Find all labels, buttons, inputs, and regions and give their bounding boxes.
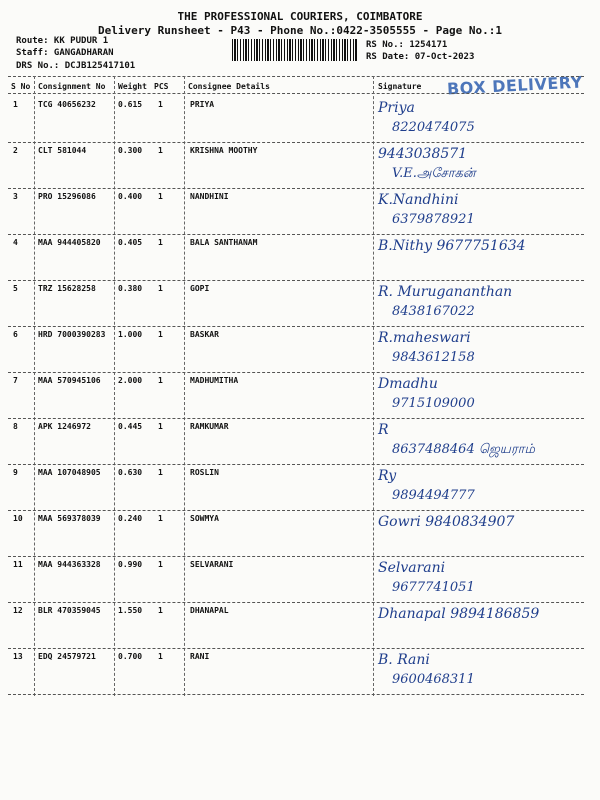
row-pcs: 1 bbox=[158, 468, 163, 477]
rs-number: RS No.: 1254171 bbox=[366, 40, 448, 50]
row-consignment-no: CLT 581044 bbox=[38, 146, 87, 155]
row-consignee-name: SOWMYA bbox=[190, 514, 219, 523]
table-header-rule bbox=[8, 93, 584, 94]
row-weight: 0.990 bbox=[118, 560, 143, 569]
drs-label: DRS No.: DCJB125417101 bbox=[16, 61, 136, 71]
column-divider bbox=[114, 76, 115, 696]
row-consignment-no: MAA 570945106 bbox=[38, 376, 101, 385]
signature-handwriting: R bbox=[378, 422, 389, 438]
column-divider bbox=[184, 76, 185, 696]
row-sno: 9 bbox=[13, 468, 18, 477]
row-pcs: 1 bbox=[158, 238, 163, 247]
row-sno: 13 bbox=[13, 652, 23, 661]
col-consignee-header: Consignee Details bbox=[188, 82, 270, 91]
row-consignment-no: HRD 7000390283 bbox=[38, 330, 106, 339]
row-consignment-no: MAA 944405820 bbox=[38, 238, 101, 247]
row-divider bbox=[8, 188, 584, 189]
row-consignment-no: MAA 944363328 bbox=[38, 560, 101, 569]
col-signature-header: Signature bbox=[378, 82, 422, 91]
signature-handwriting: B. Rani bbox=[378, 652, 430, 668]
row-weight: 0.445 bbox=[118, 422, 143, 431]
row-pcs: 1 bbox=[158, 376, 163, 385]
runsheet-subtitle: Delivery Runsheet - P43 - Phone No.:0422-3505555 - Page No.:1 bbox=[98, 24, 502, 37]
company-title: THE PROFESSIONAL COURIERS, COIMBATORE bbox=[177, 10, 423, 23]
row-divider bbox=[8, 418, 584, 419]
row-consignment-no: EDQ 24579721 bbox=[38, 652, 96, 661]
row-weight: 0.400 bbox=[118, 192, 143, 201]
row-weight: 0.240 bbox=[118, 514, 143, 523]
row-pcs: 1 bbox=[158, 284, 163, 293]
signature-phone-note: V.E.அசோகன் bbox=[392, 166, 476, 181]
row-pcs: 1 bbox=[158, 100, 163, 109]
row-consignment-no: TRZ 15628258 bbox=[38, 284, 96, 293]
signature-handwriting: 9443038571 bbox=[378, 146, 468, 162]
signature-handwriting: B.Nithy 9677751634 bbox=[378, 238, 526, 254]
row-sno: 10 bbox=[13, 514, 23, 523]
row-consignee-name: SELVARANI bbox=[190, 560, 234, 569]
signature-phone-note: 8637488464 ஜெயராம் bbox=[392, 442, 535, 457]
row-sno: 4 bbox=[13, 238, 18, 247]
row-consignee-name: KRISHNA MOOTHY bbox=[190, 146, 258, 155]
row-sno: 2 bbox=[13, 146, 18, 155]
signature-handwriting: K.Nandhini bbox=[378, 192, 459, 208]
barcode bbox=[232, 39, 358, 61]
signature-handwriting: Gowri 9840834907 bbox=[378, 514, 515, 530]
col-weight-header: Weight bbox=[118, 82, 147, 91]
signature-phone-note: 9894494777 bbox=[392, 488, 475, 503]
row-weight: 1.550 bbox=[118, 606, 143, 615]
row-weight: 0.405 bbox=[118, 238, 143, 247]
signature-handwriting: R.maheswari bbox=[378, 330, 471, 346]
signature-phone-note: 9600468311 bbox=[392, 672, 475, 687]
column-divider bbox=[373, 76, 374, 696]
col-pcs-header: PCS bbox=[154, 82, 169, 91]
row-pcs: 1 bbox=[158, 652, 163, 661]
row-pcs: 1 bbox=[158, 146, 163, 155]
row-consignee-name: ROSLIN bbox=[190, 468, 219, 477]
row-divider bbox=[8, 510, 584, 511]
signature-phone-note: 9843612158 bbox=[392, 350, 475, 365]
col-consignment-header: Consignment No bbox=[38, 82, 106, 91]
column-divider bbox=[34, 76, 35, 696]
table-top-rule bbox=[8, 76, 584, 77]
row-pcs: 1 bbox=[158, 606, 163, 615]
row-consignee-name: PRIYA bbox=[190, 100, 215, 109]
row-consignee-name: RAMKUMAR bbox=[190, 422, 229, 431]
signature-handwriting: Priya bbox=[378, 100, 415, 116]
row-pcs: 1 bbox=[158, 422, 163, 431]
row-sno: 12 bbox=[13, 606, 23, 615]
rs-date: RS Date: 07-Oct-2023 bbox=[366, 52, 475, 62]
col-sno-header: S No bbox=[11, 82, 31, 91]
row-consignee-name: NANDHINI bbox=[190, 192, 229, 201]
row-sno: 7 bbox=[13, 376, 18, 385]
row-consignment-no: BLR 470359045 bbox=[38, 606, 101, 615]
row-divider bbox=[8, 326, 584, 327]
row-divider bbox=[8, 464, 584, 465]
box-delivery-stamp: BOX DELIVERY bbox=[446, 72, 584, 99]
row-divider bbox=[8, 234, 584, 235]
row-consignee-name: GOPI bbox=[190, 284, 210, 293]
row-divider bbox=[8, 142, 584, 143]
signature-phone-note: 6379878921 bbox=[392, 212, 475, 227]
signature-phone-note: 9715109000 bbox=[392, 396, 475, 411]
row-sno: 1 bbox=[13, 100, 18, 109]
row-sno: 8 bbox=[13, 422, 18, 431]
row-consignee-name: BASKAR bbox=[190, 330, 219, 339]
signature-handwriting: Dmadhu bbox=[378, 376, 438, 392]
row-pcs: 1 bbox=[158, 514, 163, 523]
row-weight: 0.300 bbox=[118, 146, 143, 155]
signature-handwriting: R. Murugananthan bbox=[378, 284, 513, 300]
row-pcs: 1 bbox=[158, 192, 163, 201]
signature-phone-note: 8438167022 bbox=[392, 304, 475, 319]
row-weight: 2.000 bbox=[118, 376, 143, 385]
row-divider bbox=[8, 602, 584, 603]
row-sno: 3 bbox=[13, 192, 18, 201]
row-consignment-no: PRO 15296086 bbox=[38, 192, 96, 201]
row-consignment-no: MAA 107048905 bbox=[38, 468, 101, 477]
row-consignment-no: APK 1246972 bbox=[38, 422, 91, 431]
signature-handwriting: Dhanapal 9894186859 bbox=[378, 606, 540, 622]
row-pcs: 1 bbox=[158, 560, 163, 569]
row-weight: 0.700 bbox=[118, 652, 143, 661]
row-divider bbox=[8, 372, 584, 373]
row-sno: 5 bbox=[13, 284, 18, 293]
row-weight: 0.630 bbox=[118, 468, 143, 477]
staff-label: Staff: GANGADHARAN bbox=[16, 48, 114, 58]
row-divider bbox=[8, 694, 584, 695]
signature-phone-note: 8220474075 bbox=[392, 120, 475, 135]
row-consignee-name: DHANAPAL bbox=[190, 606, 229, 615]
signature-phone-note: 9677741051 bbox=[392, 580, 475, 595]
row-divider bbox=[8, 648, 584, 649]
row-pcs: 1 bbox=[158, 330, 163, 339]
row-divider bbox=[8, 280, 584, 281]
row-weight: 1.000 bbox=[118, 330, 143, 339]
row-weight: 0.615 bbox=[118, 100, 143, 109]
row-weight: 0.380 bbox=[118, 284, 143, 293]
row-consignment-no: MAA 569378039 bbox=[38, 514, 101, 523]
row-sno: 6 bbox=[13, 330, 18, 339]
row-sno: 11 bbox=[13, 560, 23, 569]
route-label: Route: KK PUDUR 1 bbox=[16, 36, 109, 46]
row-consignee-name: BALA SANTHANAM bbox=[190, 238, 258, 247]
signature-handwriting: Ry bbox=[378, 468, 397, 484]
row-consignment-no: TCG 40656232 bbox=[38, 100, 96, 109]
row-consignee-name: MADHUMITHA bbox=[190, 376, 239, 385]
signature-handwriting: Selvarani bbox=[378, 560, 446, 576]
row-divider bbox=[8, 556, 584, 557]
row-consignee-name: RANI bbox=[190, 652, 210, 661]
